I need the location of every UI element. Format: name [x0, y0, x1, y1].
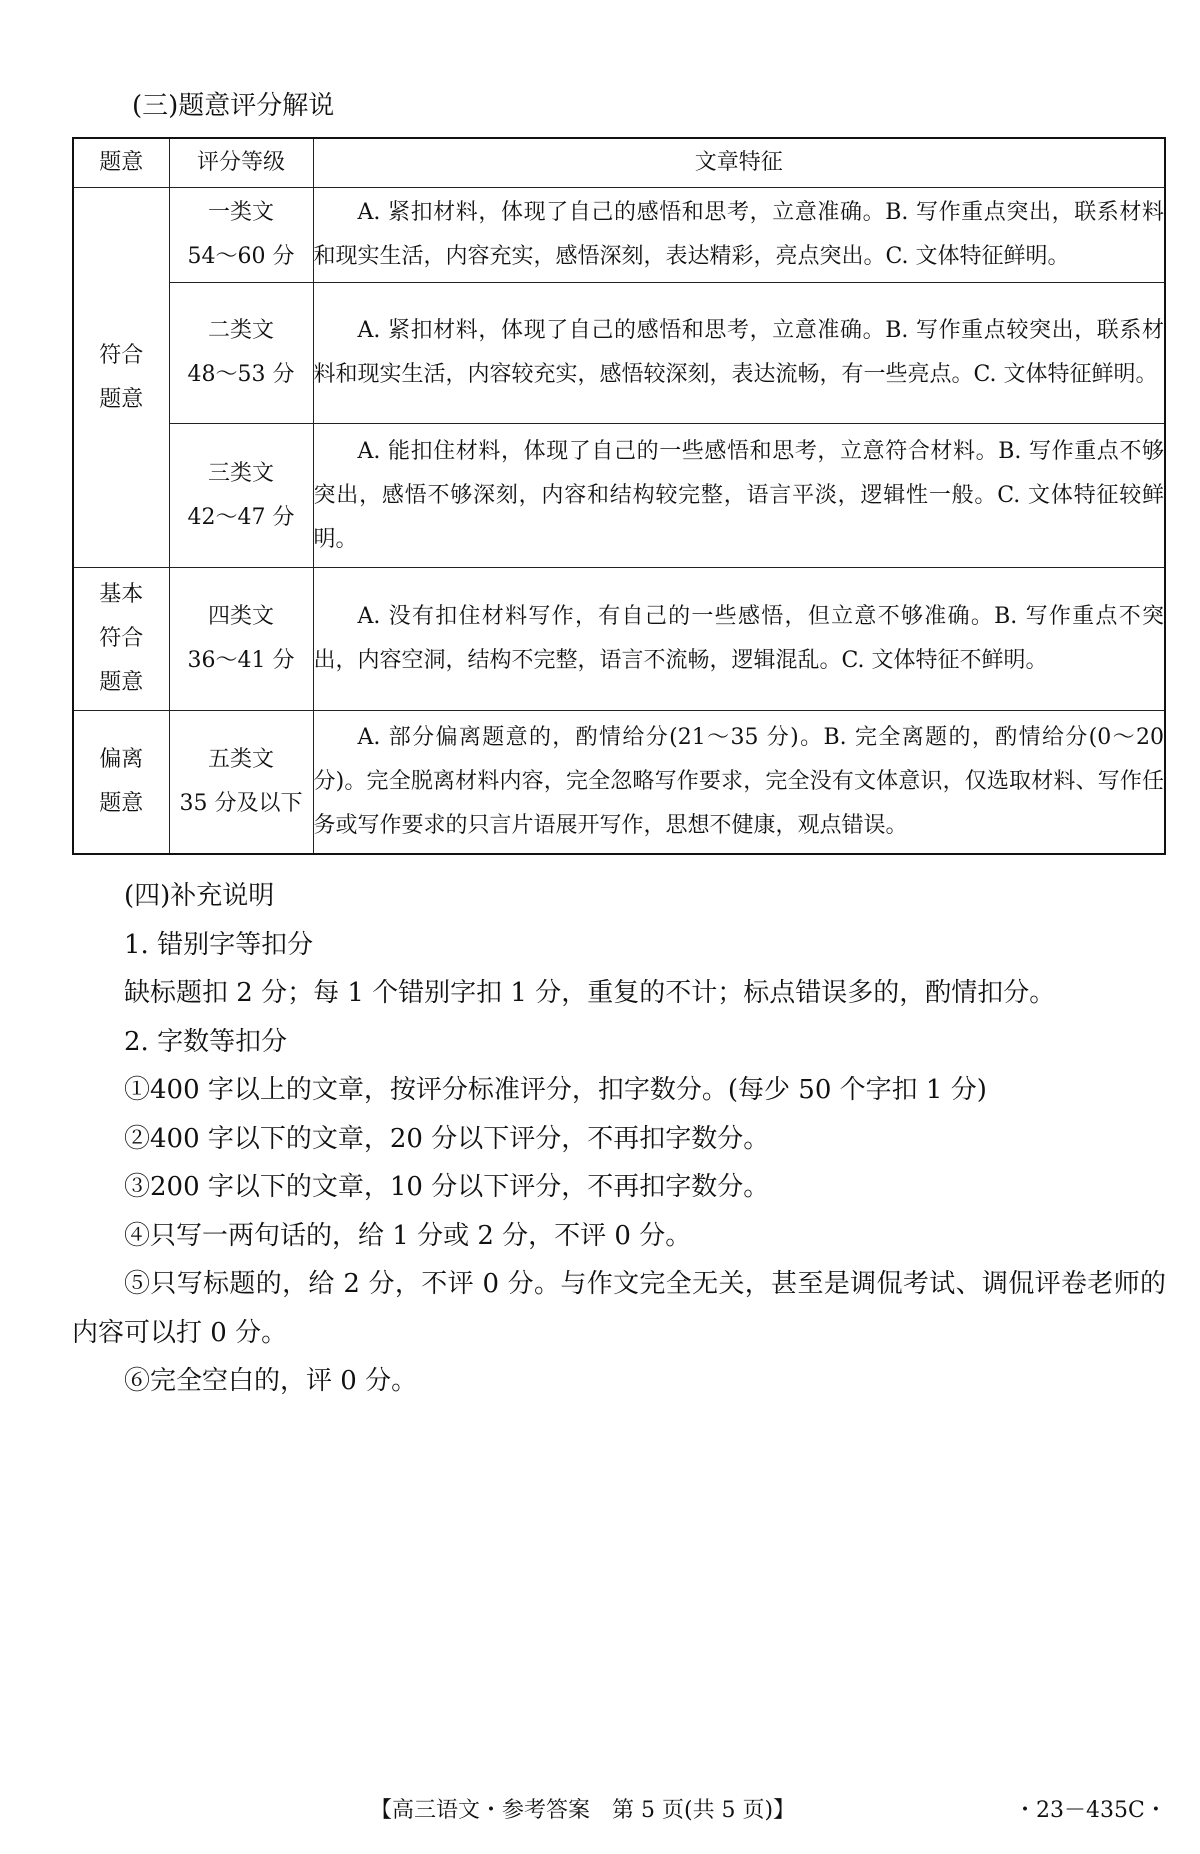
grade-range: 42～47 分 — [187, 504, 295, 530]
table-row-grade-2 — [73, 283, 1165, 424]
grade-range: 54～60 分 — [187, 244, 295, 269]
features-cell — [313, 711, 1165, 854]
notes-item-1-title: 1. 错别字等扣分 — [124, 929, 314, 960]
notes-rule: ①400 字以上的文章，按评分标准评分，扣字数分。(每少 50 个字扣 1 分) — [124, 1075, 987, 1105]
supplementary-notes — [72, 872, 1166, 1406]
grade-range: 36～41 分 — [187, 648, 295, 673]
topic-line: 题意 — [99, 670, 144, 695]
topic-line: 符合 — [99, 626, 144, 651]
notes-rule: ②400 字以下的文章，20 分以下评分，不再扣字数分。 — [124, 1123, 770, 1154]
grade-cell — [169, 188, 313, 283]
table-header-row — [73, 138, 1165, 188]
footer-exam-code: ・23－435C・ — [1014, 1798, 1167, 1823]
features-text: A. 没有扣住材料写作，有自己的一些感悟，但立意不够准确。B. 写作重点不突出，内容空洞，结构不完整，语言不流畅，逻辑混乱。C. 文体特征不鲜明。 — [313, 604, 1164, 673]
features-cell — [313, 188, 1165, 283]
topic-line: 题意 — [99, 386, 144, 412]
grade-label: 一类文 — [207, 200, 274, 225]
notes-item-2-title: 2. 字数等扣分 — [124, 1026, 288, 1057]
topic-cell-off-topic — [73, 711, 169, 854]
header-grade: 评分等级 — [169, 138, 313, 188]
features-text: A. 能扣住材料，体现了自己的一些感悟和思考，立意符合材料。B. 写作重点不够突出，感悟不够深刻，内容和结构较完整，语言平淡，逻辑性一般。C. 文体特征较鲜明。 — [313, 438, 1164, 552]
features-cell — [313, 283, 1165, 424]
grade-cell — [169, 711, 313, 854]
notes-rule: ⑤只写标题的，给 2 分，不评 0 分。与作文完全无关，甚至是调侃考试、调侃评卷老师的内容可以打 0 分。 — [72, 1269, 1166, 1348]
table-row-grade-3 — [73, 424, 1165, 568]
table-row-grade-1 — [73, 188, 1165, 283]
grade-cell — [169, 283, 313, 424]
topic-line: 基本 — [99, 582, 144, 607]
notes-heading: (四)补充说明 — [124, 881, 275, 911]
topic-line: 符合 — [99, 342, 144, 368]
section-heading-scoring-explanation: (三)题意评分解说 — [132, 91, 335, 121]
notes-rule: ④只写一两句话的，给 1 分或 2 分，不评 0 分。 — [124, 1220, 692, 1251]
topic-line: 偏离 — [99, 746, 144, 772]
grade-label: 四类文 — [207, 604, 274, 629]
notes-rule: ⑥完全空白的，评 0 分。 — [124, 1366, 418, 1396]
table-row-grade-4 — [73, 568, 1165, 711]
grade-cell — [169, 424, 313, 568]
features-cell — [313, 568, 1165, 711]
table-row-grade-5 — [73, 711, 1165, 854]
features-cell — [313, 424, 1165, 568]
grade-range: 48～53 分 — [187, 362, 295, 387]
topic-line: 题意 — [99, 790, 144, 816]
features-text: A. 部分偏离题意的，酌情给分(21～35 分)。B. 完全离题的，酌情给分(0～20 分)。完全脱离材料内容，完全忽略写作要求，完全没有文体意识，仅选取材料、写作任务或写作要求的只言片语展开写作，思想不健康，观点错误。 — [313, 724, 1164, 838]
grade-cell — [169, 568, 313, 711]
grade-label: 二类文 — [207, 318, 274, 343]
grade-range: 35 分及以下 — [179, 790, 303, 816]
features-text: A. 紧扣材料，体现了自己的感悟和思考，立意准确。B. 写作重点较突出，联系材料和现实生活，内容较充实，感悟较深刻，表达流畅，有一些亮点。C. 文体特征鲜明。 — [313, 318, 1164, 387]
header-topic: 题意 — [73, 138, 169, 188]
features-text: A. 紧扣材料，体现了自己的感悟和思考，立意准确。B. 写作重点突出，联系材料和现实生活，内容充实，感悟深刻，表达精彩，亮点突出。C. 文体特征鲜明。 — [313, 200, 1164, 269]
grade-label: 五类文 — [207, 746, 274, 772]
notes-rule: ③200 字以下的文章，10 分以下评分，不再扣字数分。 — [124, 1172, 770, 1202]
topic-cell-on-topic — [73, 188, 169, 568]
header-features: 文章特征 — [313, 138, 1165, 188]
scoring-rubric-table — [72, 137, 1166, 855]
footer-page-title: 【高三语文・参考答案 第 5 页(共 5 页)】 — [370, 1798, 796, 1823]
topic-cell-basically-on-topic — [73, 568, 169, 711]
notes-item-1-text: 缺标题扣 2 分；每 1 个错别字扣 1 分，重复的不计；标点错误多的，酌情扣分。 — [124, 978, 1056, 1008]
grade-label: 三类文 — [207, 460, 274, 486]
